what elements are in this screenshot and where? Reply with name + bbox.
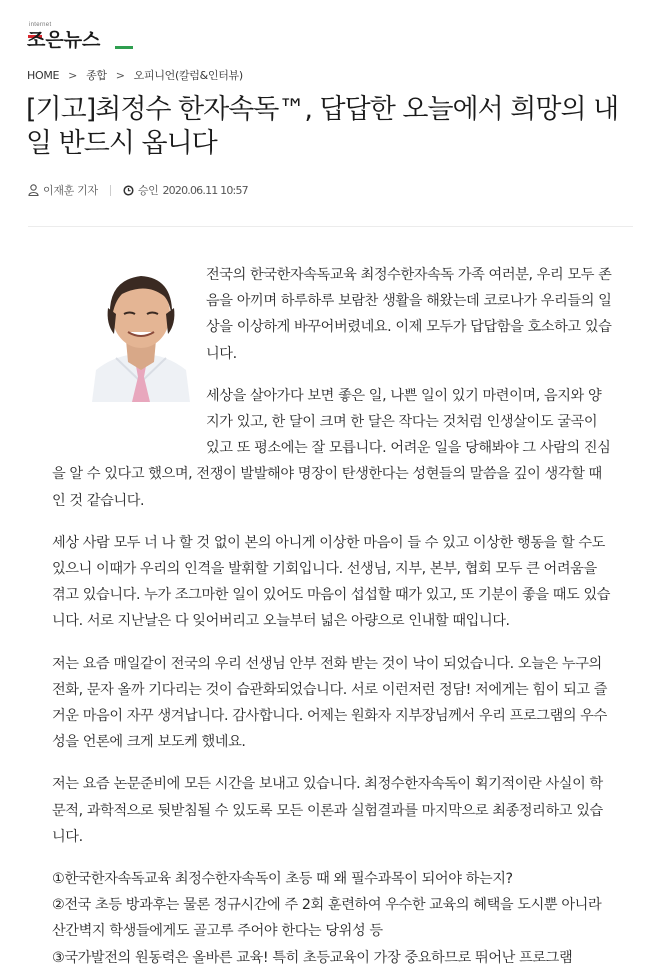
author-name[interactable]: 이재훈 기자 — [43, 184, 98, 197]
article-title: [기고]최정수 한자속독™, 답답한 오늘에서 희망의 내일 반드시 옵니다 — [26, 94, 619, 159]
user-icon — [28, 184, 39, 196]
breadcrumb-opinion[interactable]: 오피니언(칼럼&인터뷰) — [133, 69, 243, 82]
article-list-item: ①한국한자속독교육 최정수한자속독이 초등 때 왜 필수과목이 되어야 하는지? — [52, 871, 513, 888]
article-list-item: ②전국 초등 방과후는 물론 정규시간에 주 2회 훈련하여 우수한 교육의 혜택을 도시뿐 아니라 산간벽지 학생들에게도 골고루 주어야 한다는 당위성 등 — [52, 897, 602, 940]
logo-text: 조은뉴스 — [27, 29, 101, 51]
article-paragraph: 세상 사람 모두 너 나 할 것 없이 본의 아니게 이상한 마음이 들 수 있고 이상한 행동을 할 수도 있으니 이때가 우리의 인격을 발휘할 기회입니다. 선생님, 지부, 본부, 협회 모두 큰 어려움을 겪고 있습니다. 누가 조그마한 일이 있어도 마음이 섭섭할 때가 있고, 또 기분이 좋을 때도 있습니다. 서로 지난날은 다 잊어버리고 오늘부터 넓은 아량으로 인내할 때입니다. — [52, 534, 611, 630]
article-body — [52, 262, 612, 971]
breadcrumb-general[interactable]: 종합 — [86, 69, 107, 82]
logo-green-accent — [115, 46, 133, 49]
article-paragraph: 저는 요즘 매일같이 전국의 우리 선생님 안부 전화 받는 것이 낙이 되었습니다. 오늘은 누구의 전화, 문자 올까 기다리는 것이 습관화되었습니다. 서로 이런저런 정담! 저에게는 힘이 되고 즐거운 마음이 자꾸 생겨납니다. 감사합니다. 어제는 원화자 지부장님께서 우리 프로그램의 우수성을 언론에 크게 보도케 했네요. — [52, 655, 608, 751]
article-meta — [28, 182, 248, 198]
publish-datetime: 2020.06.11 10:57 — [162, 183, 248, 197]
article-paragraph: 전국의 한국한자속독교육 최정수한자속독 가족 여러분, 우리 모두 존음을 아끼며 하루하루 보람찬 생활을 해왔는데 코로나가 우리들의 일상을 이상하게 바꾸어버렸네요. 이제 모두가 답답함을 호소하고 있습니다. — [206, 267, 612, 362]
logo-subtitle: internet — [29, 22, 52, 28]
article-list-item: ③국가발전의 원동력은 올바른 교육! 특히 초등교육이 가장 중요하므로 뛰어난 프로그램 — [52, 949, 573, 966]
photo-float-spacer — [52, 262, 206, 438]
clock-icon — [123, 185, 134, 196]
chevron-right-icon: > — [68, 68, 78, 82]
article-paragraph: 저는 요즘 논문준비에 모든 시간을 보내고 있습니다. 최정수한자속독이 획기적이란 사실이 학문적, 과학적으로 뒷받침될 수 있도록 모든 이론과 실험결과를 마지막으로 최종정리하고 있습니다. — [52, 776, 603, 845]
header-divider — [28, 226, 633, 227]
meta-divider — [110, 185, 111, 196]
chevron-right-icon: > — [115, 68, 125, 82]
approved-label: 승인 — [137, 184, 159, 197]
site-logo[interactable] — [27, 22, 127, 62]
breadcrumb-home[interactable]: HOME — [27, 68, 60, 82]
breadcrumb — [27, 67, 243, 83]
article-paragraph: 세상을 살아가다 보면 좋은 일, 나쁜 일이 있기 마련이며, 음지와 양지가 있고, 한 달이 크며 한 달은 작다는 것처럼 인생살이도 굴곡이 있고 또 평소에는 잘 모릅니다. 어려운 일을 당해봐야 그 사람의 진심을 알 수 있다고 했으며, 전쟁이 발발해야 명장이 탄생한다는 성현들의 말씀을 깊이 생각할 때인 것 같습니다. — [52, 387, 611, 509]
